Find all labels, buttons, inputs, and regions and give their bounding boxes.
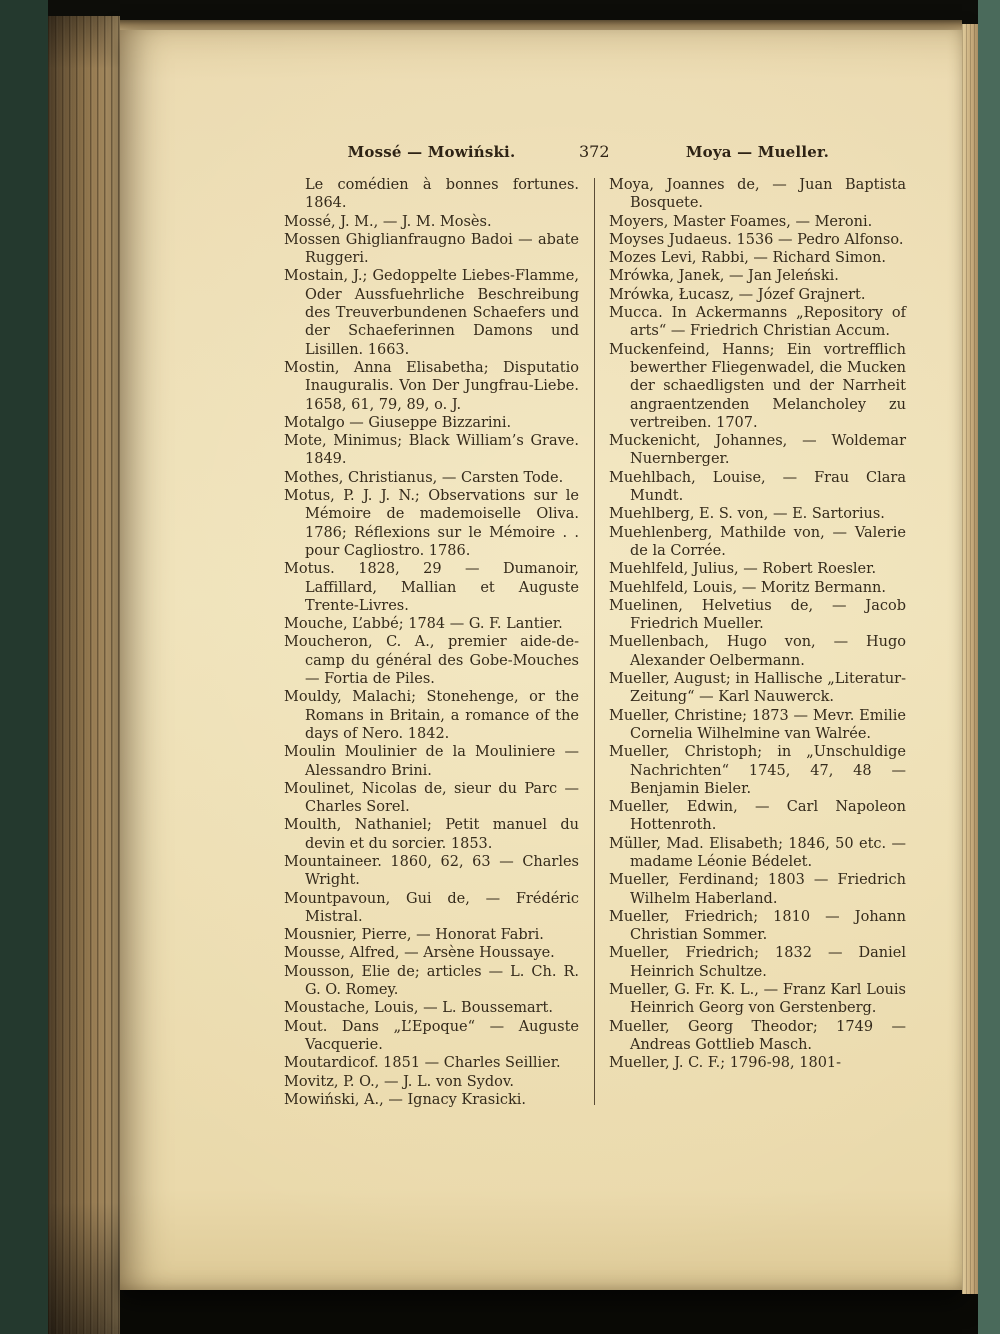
entry: Mossé, J. M., — J. M. Mosès. (284, 213, 492, 230)
page-header (284, 142, 906, 161)
entry: Muehlbach, Louise, — Frau Clara Mundt. (609, 469, 906, 505)
entry: Mueller, G. Fr. K. L., — Franz Karl Louis Heinrich Georg von Gerstenberg. (609, 982, 906, 1017)
entry: Moya, Joannes de, — Juan Baptista Bosquete. (609, 177, 906, 212)
entry: Mousson, Elie de; articles — L. Ch. R. G. O. Romey. (284, 963, 579, 999)
entry: Muehlfeld, Louis, — Moritz Bermann. (609, 579, 887, 596)
entry: Motus, P. J. J. N.; Observations sur le Mémoire de mademoiselle Oliva. 1786; Réflexions sur le Mémoire . . pour Cagliostro. 1786. (284, 488, 579, 559)
entry: Mucca. In Ackermanns „Repository of arts“ — Friedrich Christian Accum. (609, 305, 906, 340)
entry: Muehlenberg, Mathilde von, — Valerie de la Corrée. (609, 524, 906, 559)
entry: Mouldy, Malachi; Stonehenge, or the Romans in Britain, a romance of the days of Nero. 1842. (284, 689, 579, 742)
page-number: 372 (579, 142, 610, 161)
entry: Muckenfeind, Hanns; Ein vortrefflich bewerther Fliegenwadel, die Mucken der schaedligsten und der Narrheit angraentzenden Melancholey zu vertreiben. 1707. (609, 341, 906, 431)
column-divider (579, 176, 609, 1109)
column-left (284, 176, 579, 1109)
entry: Moulth, Nathaniel; Petit manuel du devin et du sorcier. 1853. (284, 817, 579, 852)
entry: Mostin, Anna Elisabetha; Disputatio Inauguralis. Von Der Jungfrau-Liebe. 1658, 61, 79, 89, o. J. (284, 359, 579, 413)
entry: Mrówka, Łucasz, — Józef Grajnert. (609, 286, 866, 303)
entry: Mountpavoun, Gui de, — Frédéric Mistral. (284, 890, 579, 925)
entry: Moyses Judaeus. 1536 — Pedro Alfonso. (609, 231, 904, 248)
entry: Mueller, Ferdinand; 1803 — Friedrich Wilhelm Haberland. (609, 872, 906, 907)
entry: Mrówka, Janek, — Jan Jeleński. (609, 268, 839, 285)
text-columns (284, 176, 906, 1109)
entry: Muckenicht, Johannes, — Woldemar Nuernberger. (609, 433, 906, 468)
running-head-right: Moya — Mueller. (685, 143, 830, 161)
page-edge-right (962, 24, 978, 1294)
entry: Mueller, Friedrich; 1832 — Daniel Heinrich Schultze. (609, 945, 906, 980)
entry: Mozes Levi, Rabbi, — Richard Simon. (609, 250, 887, 267)
entry: Mout. Dans „L’Epoque“ — Auguste Vacquerie. (284, 1018, 579, 1053)
book-cover-right (978, 0, 1000, 1334)
entry: Moulin Moulinier de la Mouliniere — Alessandro Brini. (284, 744, 579, 779)
entry: Muehlfeld, Julius, — Robert Roesler. (609, 561, 877, 578)
entry: Mossen Ghiglianfraugno Badoi — abate Ruggeri. (284, 231, 579, 267)
book-page (120, 30, 962, 1290)
entry: Moustache, Louis, — L. Boussemart. (284, 1000, 553, 1017)
entry: Moutardicof. 1851 — Charles Seillier. (284, 1055, 561, 1072)
entry: Müller, Mad. Elisabeth; 1846, 50 etc. — madame Léonie Bédelet. (609, 835, 906, 870)
entry: Mueller, Friedrich; 1810 — Johann Christian Sommer. (609, 908, 906, 944)
entry: Moulinet, Nicolas de, sieur du Parc — Charles Sorel. (284, 780, 579, 816)
entry: Le comédien à bonnes fortunes. 1864. (305, 177, 579, 212)
entry: Mote, Minimus; Black William’s Grave. 1849. (284, 433, 579, 468)
entry: Muellenbach, Hugo von, — Hugo Alexander Oelbermann. (609, 634, 906, 669)
column-right (609, 176, 906, 1109)
entry: Motalgo — Giuseppe Bizzarini. (284, 414, 512, 431)
entry: Moyers, Master Foames, — Meroni. (609, 213, 873, 230)
entry: Mousse, Alfred, — Arsène Houssaye. (284, 945, 555, 962)
entry: Movitz, P. O., — J. L. von Sydov. (284, 1073, 514, 1090)
entry: Moucheron, C. A., premier aide-de-camp du général des Gobe-Mouches — Fortia de Piles. (284, 634, 579, 688)
entry: Mountaineer. 1860, 62, 63 — Charles Wright. (284, 853, 579, 889)
entry: Mueller, Georg Theodor; 1749 — Andreas Gottlieb Masch. (609, 1018, 906, 1053)
entry: Mueller, Edwin, — Carl Napoleon Hottenroth. (609, 799, 906, 834)
page-content (284, 142, 906, 1109)
entry: Mostain, J.; Gedoppelte Liebes-Flamme, Oder Aussfuehrliche Beschreibung des Treuverbundenen Schaefers und der Schaeferinnen Damons und Lisillen. 1663. (284, 268, 579, 358)
entry: Mousnier, Pierre, — Honorat Fabri. (284, 927, 544, 944)
book-cover-left (0, 0, 48, 1334)
entry: Mothes, Christianus, — Carsten Tode. (284, 469, 564, 486)
entry: Mueller, J. C. F.; 1796-98, 1801- (609, 1055, 842, 1072)
entry: Mouche, L’abbé; 1784 — G. F. Lantier. (284, 616, 563, 633)
entry: Mueller, Christoph; in „Unschuldige Nachrichten“ 1745, 47, 48 — Benjamin Bieler. (609, 744, 906, 797)
page-edges-left (48, 16, 120, 1334)
entry: Mueller, August; in Hallische „Literatur-Zeitung“ — Karl Nauwerck. (609, 671, 907, 706)
entry: Muehlberg, E. S. von, — E. Sartorius. (609, 506, 885, 523)
entry: Mueller, Christine; 1873 — Mevr. Emilie Cornelia Wilhelmine van Walrée. (609, 707, 906, 742)
running-head-left: Mossé — Mowiński. (347, 143, 516, 161)
entry: Mowiński, A., — Ignacy Krasicki. (284, 1091, 527, 1108)
entry: Muelinen, Helvetius de, — Jacob Friedrich Mueller. (609, 597, 906, 633)
entry: Motus. 1828, 29 — Dumanoir, Laffillard, Mallian et Auguste Trente-Livres. (284, 561, 579, 614)
